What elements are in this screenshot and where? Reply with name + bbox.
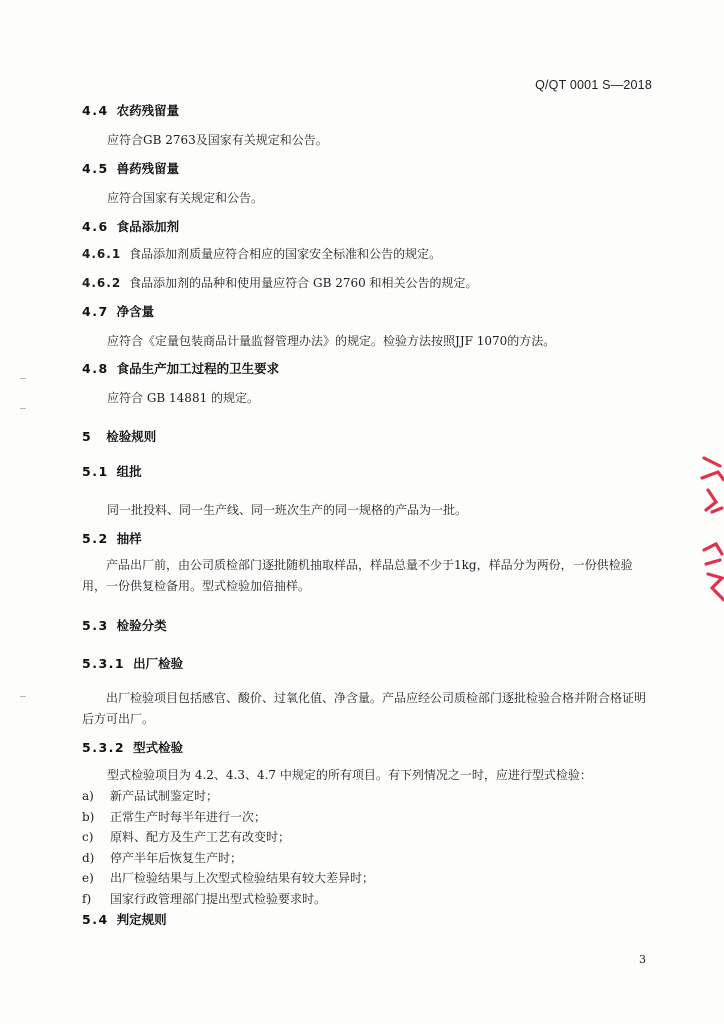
section-title: 农药残留量 — [116, 103, 180, 118]
section-heading-4-8 — [82, 359, 279, 377]
stamp-stroke — [706, 490, 716, 510]
stamp-stroke — [704, 458, 720, 466]
subclause-4-6-1 — [82, 245, 441, 262]
section-heading-5-3-1 — [82, 654, 183, 672]
paragraph-4-8: 应符合 GB 14881 的规定。 — [107, 391, 260, 405]
list-marker: c) — [82, 830, 94, 845]
page-number: 3 — [639, 953, 646, 966]
stamp-stroke — [704, 544, 722, 554]
list-item-text: 出厂检验结果与上次型式检验结果有较大差异时； — [110, 871, 375, 886]
section-number: 5.3.1 — [82, 656, 126, 671]
list-marker: d) — [82, 850, 95, 865]
section-number: 4.5 — [82, 161, 109, 176]
section-number: 4.7 — [82, 304, 109, 319]
red-seal-stamp-fragment — [698, 450, 724, 610]
paragraph-5-3-1: 出厂检验项目包括感官、酸价、过氧化值、净含量。产品应经公司质检部门逐批检验合格并附合格证明后方可出厂。 — [82, 691, 647, 726]
section-number: 5 — [82, 429, 93, 444]
section-title: 检验规则 — [106, 429, 157, 444]
section-title: 型式检验 — [133, 740, 184, 755]
list-item — [82, 828, 374, 849]
section-number: 5.3.2 — [82, 740, 126, 755]
stamp-stroke — [706, 560, 720, 564]
section-title: 抽样 — [116, 531, 142, 546]
paragraph-4-5: 应符合国家有关规定和公告。 — [107, 191, 264, 205]
section-heading-4-7 — [82, 302, 154, 320]
section-title: 兽药残留量 — [116, 161, 180, 176]
scan-mark — [20, 696, 26, 697]
section-heading-5-3 — [82, 616, 167, 634]
list-item — [82, 890, 374, 911]
list-item — [82, 869, 374, 890]
subclause-number: 4.6.1 — [82, 247, 122, 261]
section-heading-4-6 — [82, 217, 179, 235]
section-number: 5.1 — [82, 464, 109, 479]
section-heading-5-3-2 — [82, 738, 183, 756]
list-marker: b) — [82, 809, 95, 824]
list-item — [82, 849, 374, 870]
list-item — [82, 808, 374, 829]
stamp-stroke — [712, 508, 722, 512]
section-title: 出厂检验 — [133, 656, 184, 671]
section-heading-4-4 — [82, 101, 179, 119]
stamp-strokes — [702, 458, 724, 600]
scan-mark — [20, 408, 26, 409]
section-title: 判定规则 — [116, 912, 167, 927]
subclause-4-6-2 — [82, 274, 478, 291]
standard-code: Q/QT 0001 S—2018 — [535, 78, 652, 92]
list-item — [82, 787, 374, 808]
section-heading-5-4 — [82, 910, 167, 928]
section-title: 食品添加剂 — [116, 219, 180, 234]
list-marker: f) — [82, 891, 92, 906]
section-heading-5-1 — [82, 462, 142, 480]
list-item-text: 原料、配方及生产工艺有改变时； — [110, 830, 291, 845]
stamp-stroke — [702, 472, 724, 480]
list-item-text: 新产品试制鉴定时； — [110, 789, 219, 803]
paragraph-4-4: 应符合GB 2763及国家有关规定和公告。 — [107, 133, 328, 147]
section-title: 检验分类 — [116, 618, 167, 633]
list-marker: e) — [82, 871, 94, 886]
paragraph-5-1: 同一批投料、同一生产线、同一班次生产的同一规格的产品为一批。 — [107, 503, 468, 517]
list-item-text: 国家行政管理部门提出型式检验要求时。 — [110, 891, 327, 906]
subclause-text: 食品添加剂质量应符合相应的国家安全标准和公告的规定。 — [129, 247, 442, 261]
section-number: 5.4 — [82, 912, 109, 927]
list-item-text: 停产半年后恢复生产时； — [110, 850, 243, 865]
section-number: 4.8 — [82, 361, 109, 376]
section-title: 食品生产加工过程的卫生要求 — [116, 361, 280, 376]
paragraph-4-7: 应符合《定量包装商品计量监督管理办法》的规定。检验方法按照JJF 1070的方法。 — [107, 334, 556, 348]
list-marker: a) — [82, 789, 94, 803]
section-number: 5.3 — [82, 618, 109, 633]
section-number: 4.6 — [82, 219, 109, 234]
paragraph-5-3-2: 型式检验项目为 4.2、4.3、4.7 中规定的所有项目。有下列情况之一时，应进行型式检验： — [107, 768, 592, 782]
subclause-text: 食品添加剂的品种和使用量应符合 GB 2760 和相关公告的规定。 — [129, 276, 478, 290]
paragraph-5-2: 产品出厂前，由公司质检部门逐批随机抽取样品，样品总量不少于1kg，样品分为两份，一份供检验用，一份供复检备用。型式检验加倍抽样。 — [82, 558, 633, 593]
condition-list — [82, 787, 374, 911]
subclause-number: 4.6.2 — [82, 276, 122, 290]
stamp-stroke — [708, 574, 722, 588]
section-heading-4-5 — [82, 159, 179, 177]
scan-mark — [20, 378, 26, 379]
section-heading-5-2 — [82, 529, 142, 547]
list-item-text: 正常生产时每半年进行一次； — [110, 809, 267, 824]
section-title: 组批 — [116, 464, 142, 479]
section-number: 4.4 — [82, 103, 109, 118]
stamp-stroke — [714, 590, 724, 600]
section-number: 5.2 — [82, 531, 109, 546]
section-title: 净含量 — [116, 304, 155, 319]
chapter-heading-5 — [82, 427, 156, 445]
